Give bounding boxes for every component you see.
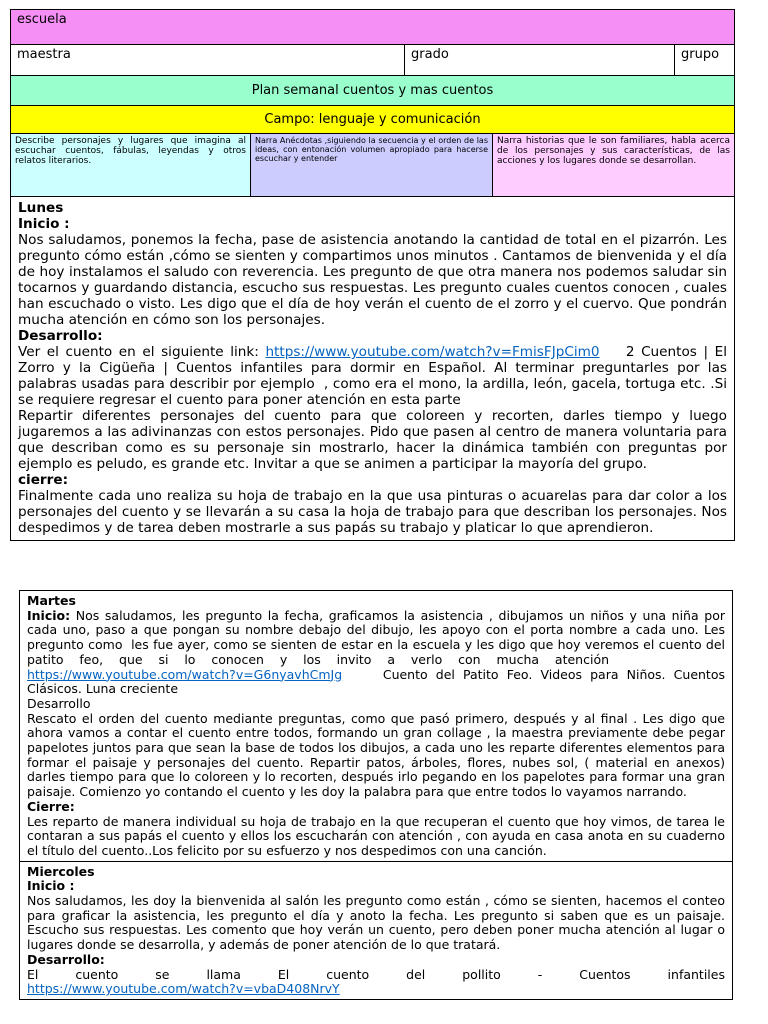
lunes-desarrollo-pre: Ver el cuento en el siguiente link: xyxy=(18,344,266,360)
miercoles-inicio-label: Inicio : xyxy=(27,878,75,894)
grado-cell: grado xyxy=(405,45,675,76)
martes-desarrollo-text: Rescato el orden del cuento mediante preguntas, como que pasó primero, después y al final . Les digo que ahora vamos a contar el cuento entre todos, formando un gran collage , la maestra previamente debe pegar papelotes juntos para que sean la base de todos los dibujos, a cada uno les reparte diferentes elementos para formar el paisaje y personajes del cuento. Repartir patos, árboles, flores, nubes sol, ( material en anexos) darles tiempo para que lo coloreen y lo recorten, después irlo pegando en los papelotes para formar una gran paisaje. Comienzo yo contando el cuento y les doy la palabra para que entre todos lo vayamos narrando. xyxy=(27,710,725,800)
miercoles-word: del xyxy=(406,966,426,982)
miercoles-inicio-text: Nos saludamos, les doy la bienvenida al salón les pregunto como están , cómo se sienten, hacemos el conteo para graficar la asistencia, les pregunto el día y anoto la fecha. Les pregunto si saben que es un paisaje. Escucho sus respuestas. Les comento que hoy verán un cuento, pero deben poner mucha atención al lugar o lugares donde se desarrolla, y además de poner atención de lo que tratará. xyxy=(27,893,725,953)
martes-inicio-text: Nos saludamos, les pregunto la fecha, graficamos la asistencia , dibujamos un niños y una niña por cada uno, paso a que pongan su nombre debajo del dibujo, les apoyo con el porta nombre a cada uno. Les pregunto como les fue ayer, como se sienten de estar en la escuela y les digo que hoy veremos el cuento del patito feo, que si lo conocen y los invito a verlo con mucha atención xyxy=(27,607,741,667)
lunes-inicio-text: Nos saludamos, ponemos la fecha, pase de asistencia anotando la cantidad de total en el pizarrón. Les pregunto cómo están ,cómo se sienten y compartimos unos minutos . Cantamos de bienvenida y el día de hoy instalamos el saludo con reverencia. Les pregunto de que otra manera nos podemos saludar sin tocarnos y guardando distancia, escucho sus respuestas. Les pregunto cuales cuentos conocen , cuales han escuchado o visto. Les digo que el día de hoy verán el cuento de el zorro y el cuervo. Que pondrán mucha atención en cómo son los personajes. xyxy=(18,232,727,328)
martes-cierre-text: Les reparto de manera individual su hoja de trabajo en la que recuperan el cuento que hoy vimos, de tarea le contaran a sus papás el cuento y ellos los escucharán con atención , con ayuda en casa anota en su cuaderno el título del cuento..Los felicito por su esfuerzo y nos despedimos con una canción. xyxy=(27,813,725,858)
miercoles-word: infantiles xyxy=(667,966,725,982)
miercoles-day: Miercoles xyxy=(27,863,95,879)
plan-header-table xyxy=(10,9,735,541)
lunes-plan xyxy=(11,197,735,541)
miercoles-word: se xyxy=(155,966,170,982)
aprendizaje-3: Narra historias que le son familiares, habla acerca de los personajes y sus características, de las acciones y los lugares donde se desarrollan. xyxy=(493,134,735,197)
week-plan-table xyxy=(19,590,741,1000)
martes-inicio xyxy=(27,607,741,668)
grupo-cell: grupo xyxy=(675,45,735,76)
miercoles-word: cuento xyxy=(326,966,370,982)
martes-cierre-label: Cierre: xyxy=(27,798,75,814)
escuela-cell: escuela xyxy=(11,10,735,45)
aprendizaje-1: Describe personajes y lugares que imagina al escuchar cuentos, fábulas, leyendas y otros relatos literarios. xyxy=(11,134,251,197)
miercoles-word: El xyxy=(27,966,39,982)
miercoles-word: cuento xyxy=(75,966,119,982)
lunes-desarrollo-text2: Repartir diferentes personajes del cuento para que coloreen y recorten, darles tiempo y luego jugaremos a las adivinanzas con estos personajes. Pido que pasen al centro de manera voluntaria para que describan como es su personaje sin mostrarlo, hacer la dinámica también con preguntas por ejemplo es peludo, es grande etc. Invitar a que se animen a participar la mayoría del grupo. xyxy=(18,408,727,472)
martes-link-line xyxy=(27,666,729,697)
martes-day: Martes xyxy=(27,593,76,608)
miercoles-desarrollo-label: Desarrollo: xyxy=(27,951,105,967)
lunes-video-link[interactable]: https://www.youtube.com/watch?v=FmisFJpCim0 xyxy=(265,344,600,360)
miercoles-desarrollo-line xyxy=(27,968,725,983)
aprendizaje-2: Narra Anécdotas ,siguiendo la secuencia y el orden de las ideas, con entonación volumen apropiado para hacerse escuchar y entender xyxy=(251,134,493,197)
martes-video-link[interactable]: https://www.youtube.com/watch?v=G6nyavhCmJg xyxy=(27,666,343,682)
lunes-cierre-label: cierre: xyxy=(18,472,69,488)
lunes-inicio-label: Inicio : xyxy=(18,216,70,232)
lunes-cierre-text: Finalmente cada uno realiza su hoja de trabajo en la que usa pinturas o acuarelas para dar color a los personajes del cuento y se llevarán a su casa la hoja de trabajo para que describan los personajes. Nos despedimos y de tarea deben mostrarle a sus papás su trabajo y platicar lo que aprendieron. xyxy=(18,488,727,536)
miercoles-word: El xyxy=(277,966,290,982)
lunes-desarrollo-label: Desarrollo: xyxy=(18,328,103,344)
plan-title: Plan semanal cuentos y mas cuentos xyxy=(11,76,735,106)
miercoles-word: Cuentos xyxy=(579,966,631,982)
martes-link-post: Cuento del Patito Feo. Videos para Niños. Cuentos Clásicos. Luna creciente xyxy=(27,666,729,697)
lunes-day: Lunes xyxy=(18,200,64,216)
martes-desarrollo-label: Desarrollo xyxy=(27,695,91,711)
lunes-desarrollo-post: 2 Cuentos | El Zorro y la Cigüeña | Cuentos infantiles para dormir en Español. Al terminar preguntarles por las palabras usadas para describir por ejemplo , como era el mono, la ardilla, león, gacela, tortuga etc. .Si se requiere regresar el cuento para poner atención en esta parte xyxy=(18,344,732,408)
martes-inicio-label: Inicio: xyxy=(27,607,71,623)
campo-title: Campo: lenguaje y comunicación xyxy=(11,106,735,134)
miercoles-word: llama xyxy=(206,966,241,982)
maestra-cell: maestra xyxy=(11,45,405,76)
miercoles-video-link[interactable]: https://www.youtube.com/watch?v=vbaD408NrvY xyxy=(27,981,340,997)
miercoles-word: pollito xyxy=(462,966,501,982)
martes-plan xyxy=(20,591,741,862)
miercoles-plan xyxy=(20,861,733,999)
lunes-desarrollo-text xyxy=(18,344,732,408)
miercoles-word: - xyxy=(537,966,543,982)
